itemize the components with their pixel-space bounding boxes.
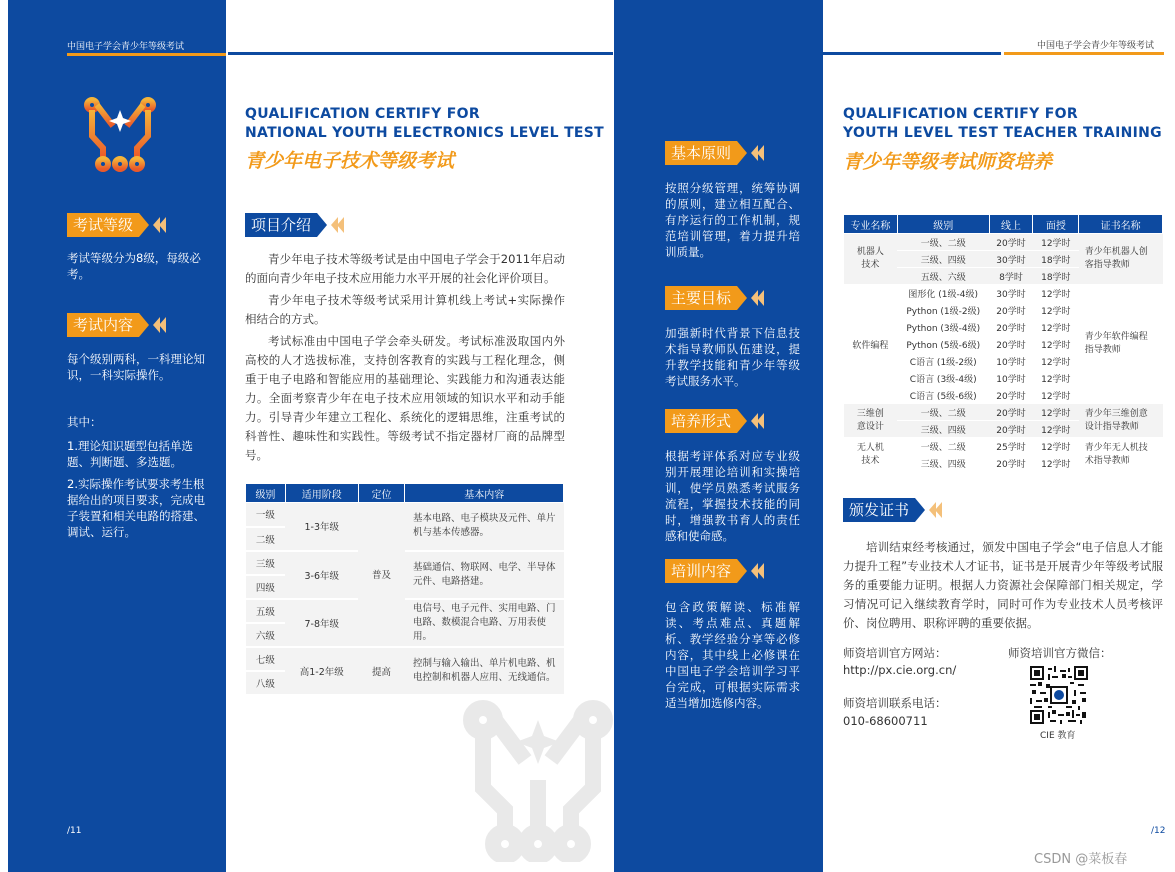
section-tag-exam-level [67,213,165,237]
cie-logo-icon [83,96,157,174]
level-cell: 三级 [246,551,286,575]
stage-cell: 高1-2年级 [285,647,358,695]
section-tag-principles [665,141,763,165]
section-title: 项目介绍 [245,213,317,237]
cert-cell: 青少年三维创意设计指导教师 [1079,404,1163,438]
stage-cell: 7-8年级 [285,599,358,647]
website-link[interactable]: http://px.cie.org.cn/ [843,663,957,677]
level-cell: 五级 [246,599,286,623]
offline-cell: 12学时 [1033,285,1079,302]
goals-text: 加强新时代背景下信息技术指导教师队伍建设，提升教学技能和青少年等级考试服务水平。 [665,326,800,388]
certificate-paragraph: 培训结束经考核通过，颁发中国电子学会“电子信息人才能力提升工程”专业技术人才证书，证书是开展青少年等级考试服务的重要能力证明。根据人力资源社会保障部门相关规定，学习情况可记入继续教育学时，同时可作为专业技术人员考核评价、岗位聘用、职称评聘的重要依据。 [843,540,1163,630]
position-cell: 提高 [358,647,405,695]
online-cell: 20学时 [989,302,1033,319]
right-header: 中国电子学会青少年等级考试 [1037,41,1155,51]
offline-cell: 12学时 [1033,421,1079,438]
major-cell: 机器人技术 [844,234,898,285]
level-cell: Python (3级-4级) [897,319,989,336]
page-number-left: /11 [67,826,82,836]
paragraph: 考试标准由中国电子学会牵头研发。考试标准汲取国内外高校的人才选拔标准，支持创客教育的实践与工程化理念，侧重于电子电路和智能应用的基础理论、实践能力和沟通表达能力。全面考察青少年在电子技术应用领域的知识水平和动手能力。引导青少年建立工程化、系统化的逻辑思维，注重考试的科普性、趣味性和实践性。等级考试不指定器材厂商的品牌型号。 [245,334,565,462]
online-cell: 10学时 [989,370,1033,387]
qr-code-icon [1030,666,1088,724]
online-cell: 20学时 [989,421,1033,438]
table-header: 线上 [989,215,1033,234]
level-cell: Python (5级-6级) [897,336,989,353]
phone-label: 师资培训联系电话： [843,696,947,710]
offline-cell: 12学时 [1033,302,1079,319]
offline-cell: 12学时 [1033,455,1079,472]
section-title: 培训内容 [665,559,737,583]
online-cell: 25学时 [989,438,1033,455]
exam-level-text: 考试等级分为8级，每级必考。 [67,251,201,281]
table-header: 级别 [897,215,989,234]
project-intro-body [245,250,565,465]
level-cell: 七级 [246,647,286,671]
page-number-right: /12 [1151,826,1166,836]
content-cell: 电信号、电子元件、实用电路、门电路、数模混合电路、万用表使用。 [405,599,564,647]
website-label: 师资培训官方网站： [843,646,947,660]
level-cell: 八级 [246,671,286,695]
training-table [843,214,1163,472]
table-header: 级别 [246,484,286,503]
level-cell: 五级、六级 [897,268,989,285]
major-cell: 软件编程 [844,285,898,404]
section-tag-project-intro [245,213,343,237]
page1-en-title-2: NATIONAL YOUTH ELECTRONICS LEVEL TEST [245,125,605,141]
level-cell: 一级 [246,503,286,527]
offline-cell: 18学时 [1033,251,1079,268]
section-tag-goals [665,286,763,310]
page1-cn-title: 青少年电子技术等级考试 [245,150,455,172]
notes-heading: 其中： [67,415,102,429]
level-cell: 六级 [246,623,286,647]
offline-cell: 12学时 [1033,336,1079,353]
section-title: 考试等级 [67,213,139,237]
major-cell: 三维创意设计 [844,404,898,438]
principles-text: 按照分级管理，统筹协调的原则，建立相互配合、有序运行的工作机制，规范培训管理，着力提升培训质量。 [665,181,800,259]
page2-en-title-2: YOUTH LEVEL TEST TEACHER TRAINING [843,125,1162,141]
csdn-watermark: CSDN @菜板春 [1034,852,1128,867]
note-1: 1.理论知识题型包括单选题、判断题、多选题。 [67,439,193,469]
online-cell: 20学时 [989,404,1033,421]
section-title: 基本原则 [665,141,737,165]
paragraph: 青少年电子技术等级考试是由中国电子学会于2011年启动的面向青少年电子技术应用能力水平开展的社会化评价项目。 [245,252,565,285]
level-cell: 三级、四级 [897,251,989,268]
online-cell: 20学时 [989,387,1033,404]
offline-cell: 12学时 [1033,438,1079,455]
table-header: 面授 [1033,215,1079,234]
page1-en-title-1: QUALIFICATION CERTIFY FOR [245,106,480,122]
level-cell: 二级 [246,527,286,551]
right-header-underline [1004,52,1164,55]
page2-cn-title: 青少年等级考试师资培养 [843,151,1053,173]
table-header: 证书名称 [1079,215,1163,234]
stage-cell: 1-3年级 [285,503,358,551]
training-content-text: 包含政策解读、标准解读、考点难点、真题解析、教学经验分享等必修内容，其中线上必修课在中国电子学会培训学习平台完成，可根据实际需求适当增加选修内容。 [665,600,800,710]
level-cell: Python (1级-2级) [897,302,989,319]
page2-en-title-1: QUALIFICATION CERTIFY FOR [843,106,1078,122]
level-cell: 三级、四级 [897,455,989,472]
phone-number: 010-68600711 [843,714,928,728]
cert-cell: 青少年无人机技术指导教师 [1079,438,1163,472]
level-cell: C语言 (1级-2级) [897,353,989,370]
level-cell: 四级 [246,575,286,599]
level-cell: 图形化 (1级-4级) [897,285,989,302]
online-cell: 20学时 [989,319,1033,336]
offline-cell: 12学时 [1033,404,1079,421]
major-cell: 无人机技术 [844,438,898,472]
table-header: 适用阶段 [285,484,358,503]
top-rule-page1 [228,52,613,55]
table-header: 专业名称 [844,215,898,234]
middle-panel [614,0,823,872]
level-cell: 三级、四级 [897,421,989,438]
offline-cell: 12学时 [1033,353,1079,370]
online-cell: 20学时 [989,234,1033,251]
online-cell: 10学时 [989,353,1033,370]
level-cell: C语言 (5级-6级) [897,387,989,404]
offline-cell: 12学时 [1033,387,1079,404]
section-title: 颁发证书 [843,498,915,522]
offline-cell: 12学时 [1033,319,1079,336]
online-cell: 30学时 [989,285,1033,302]
section-title: 主要目标 [665,286,737,310]
stage-cell: 3-6年级 [285,551,358,599]
section-title: 培养形式 [665,409,737,433]
position-cell: 普及 [358,503,405,647]
section-tag-format [665,409,763,433]
section-tag-exam-content [67,313,165,337]
online-cell: 20学时 [989,336,1033,353]
table-header: 定位 [358,484,405,503]
online-cell: 30学时 [989,251,1033,268]
online-cell: 8学时 [989,268,1033,285]
exam-content-text: 每个级别两科，一科理论知识，一科实际操作。 [67,352,205,382]
format-text: 根据考评体系对应专业级别开展理论培训和实操培训，使学员熟悉考试服务流程，掌握技术技能的同时，增强教书育人的责任感和使命感。 [665,449,800,543]
wechat-label: 师资培训官方微信： [1008,646,1112,660]
note-2: 2.实际操作考试要求考生根据给出的项目要求，完成电子装置和相关电路的搭建、调试、运行。 [67,477,205,539]
level-table [245,483,564,696]
level-cell: 一级、二级 [897,404,989,421]
offline-cell: 12学时 [1033,234,1079,251]
table-header: 基本内容 [405,484,564,503]
left-header: 中国电子学会青少年等级考试 [67,42,185,52]
level-cell: 一级、二级 [897,438,989,455]
content-cell: 基础通信、物联网、电学、半导体元件、电路搭建。 [405,551,564,599]
top-rule-page2 [823,52,1001,55]
section-title: 考试内容 [67,313,139,337]
cert-cell: 青少年软件编程指导教师 [1079,285,1163,404]
level-cell: 一级、二级 [897,234,989,251]
level-cell: C语言 (3级-4级) [897,370,989,387]
online-cell: 20学时 [989,455,1033,472]
watermark-logo-icon [463,700,613,862]
paragraph: 青少年电子技术等级考试采用计算机线上考试+实际操作相结合的方式。 [245,293,565,326]
offline-cell: 12学时 [1033,370,1079,387]
content-cell: 控制与输入输出、单片机电路、机电控制和机器人应用、无线通信。 [405,647,564,695]
section-tag-training-content [665,559,763,583]
content-cell: 基本电路、电子模块及元件、单片机与基本传感器。 [405,503,564,551]
cert-cell: 青少年机器人创客指导教师 [1079,234,1163,285]
section-tag-certificate [843,498,941,522]
qr-caption: CIE 教育 [1040,731,1076,741]
offline-cell: 18学时 [1033,268,1079,285]
left-header-underline [67,53,226,56]
